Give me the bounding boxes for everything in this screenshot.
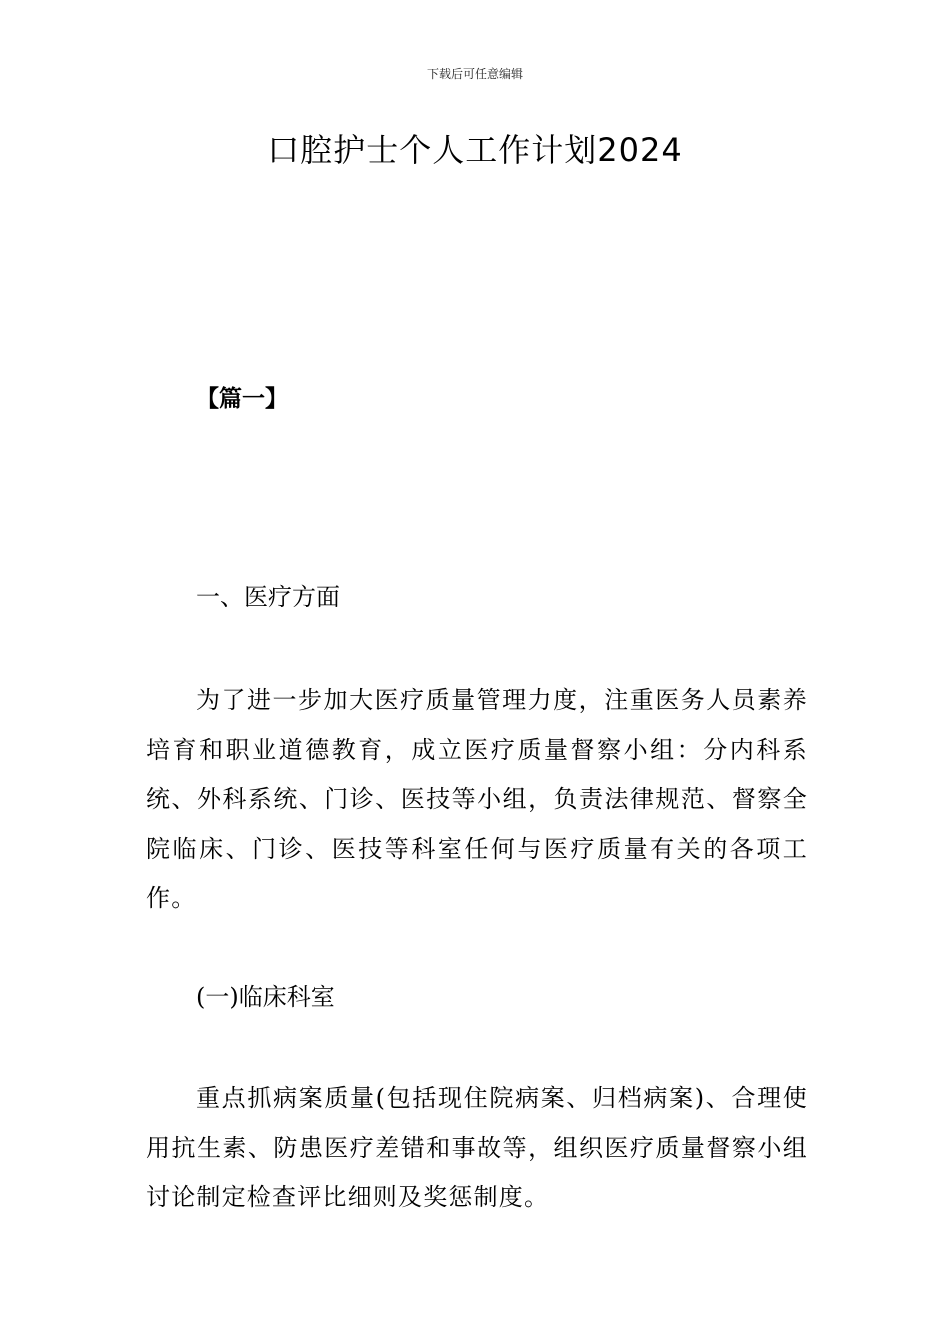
document-title: 口腔护士个人工作计划2024 (267, 131, 683, 169)
section-heading-medical: 一、医疗方面 (196, 583, 340, 611)
section-marker: 【篇一】 (196, 386, 288, 412)
paragraph-clinical-focus: 重点抓病案质量(包括现住院病案、归档病案)、合理使用抗生素、防患医疗差错和事故等，组织医疗质量督察小组讨论制定检查评比细则及奖惩制度。 (146, 1084, 808, 1211)
header-note: 下载后可任意编辑 (426, 67, 523, 81)
paragraph-medical-quality: 为了进一步加大医疗质量管理力度，注重医务人员素养培育和职业道德教育，成立医疗质量督察小组：分内科系统、外科系统、门诊、医技等小组，负责法律规范、督察全院临床、门诊、医技等科室任何与医疗质量有关的各项工作。 (146, 686, 808, 912)
subsection-heading-clinical: (一)临床科室 (196, 983, 335, 1011)
